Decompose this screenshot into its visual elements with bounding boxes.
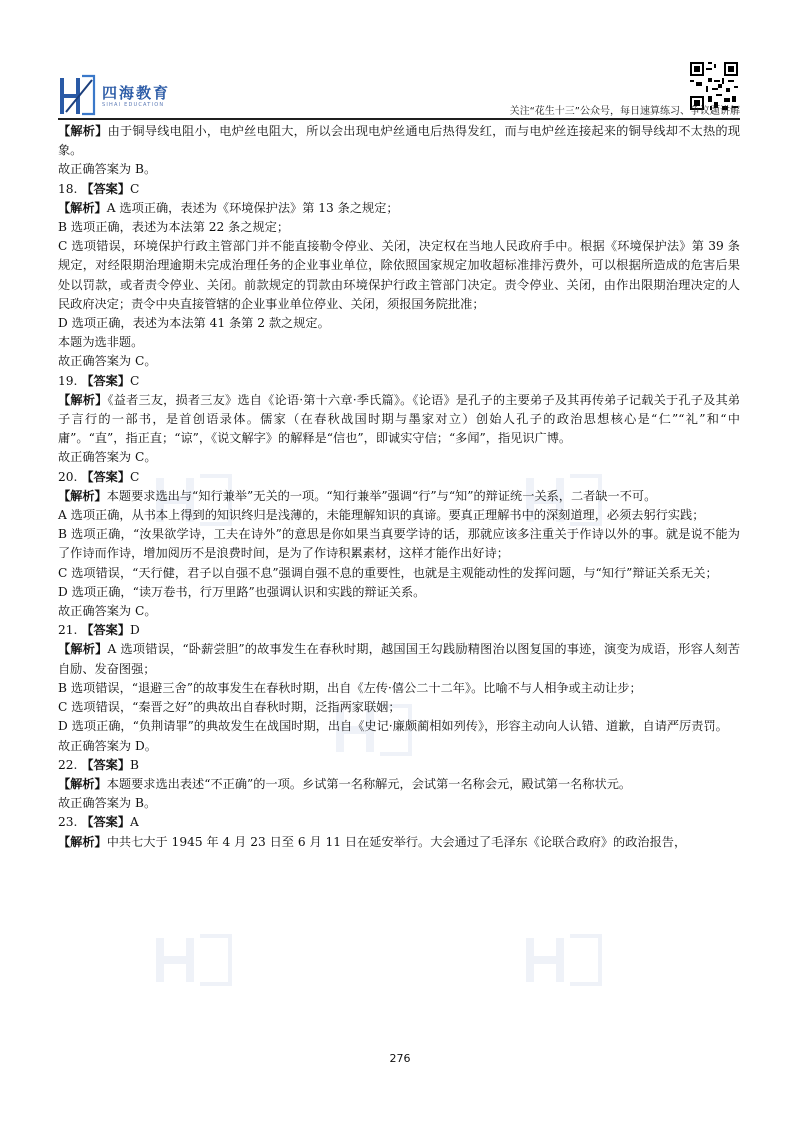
paragraph-text: 本题要求选出与“知行兼举”无关的一项。“知行兼举”强调“行”与“知”的辩证统一关系，二者缺一不可。 xyxy=(106,488,657,503)
paragraph-text: C 选项错误，“秦晋之好”的典故出自春秋时期，泛指两家联姻； xyxy=(58,700,401,715)
question-number: 20. xyxy=(58,469,78,484)
answer-tag: 【答案】 xyxy=(81,181,131,196)
paragraph-text: 故正确答案为 C。 xyxy=(58,604,157,619)
analysis-tag: 【解析】 xyxy=(58,488,107,503)
paragraph xyxy=(58,199,740,218)
analysis-tag: 【解析】 xyxy=(58,642,108,657)
answer-line xyxy=(58,468,740,487)
paragraph xyxy=(58,679,740,698)
logo-subtitle: SIHAI EDUCATION xyxy=(102,102,165,108)
paragraph-text: B 选项错误，“退避三舍”的故事发生在春秋时期，出自《左传·僖公二十二年》。比喻不与人相争或主动让步； xyxy=(58,680,642,695)
logo-mark-icon xyxy=(58,72,98,118)
paragraph-text: 故正确答案为 C。 xyxy=(58,450,157,465)
paragraph xyxy=(58,314,740,333)
answer-tag: 【答案】 xyxy=(81,373,131,388)
paragraph xyxy=(58,218,740,237)
paragraph-text: A 选项正确，表述为《环境保护法》第 13 条之规定； xyxy=(106,200,399,215)
paragraph-text: D 选项正确，“负荆请罪”的典故发生在战国时期，出自《史记·廉颇蔺相如列传》，形容主动向人认错、道歉，自请严厉责罚。 xyxy=(58,719,728,734)
paragraph-text: B 选项正确，表述为本法第 22 条之规定； xyxy=(58,220,290,235)
paragraph xyxy=(58,391,740,449)
answer-line xyxy=(58,813,740,832)
answer-line xyxy=(58,756,740,775)
analysis-tag: 【解析】 xyxy=(58,776,107,791)
paragraph-text: A 选项错误，“卧薪尝胆”的故事发生在春秋时期，越国国王勾践励精图治以图复国的事迹，演变为成语，形容人刻苦自励、发奋图强； xyxy=(58,642,740,676)
paragraph xyxy=(58,333,740,352)
answer-value: B xyxy=(130,757,139,772)
paragraph-text: 中共七大于 1945 年 4 月 23 日至 6 月 11 日在延安举行。大会通过了毛泽东《论联合政府》的政治报告， xyxy=(106,834,687,849)
paragraph-text: 由于铜导线电阻小，电炉丝电阻大，所以会出现电炉丝通电后热得发红，而与电炉丝连接起来的铜导线却不太热的现象。 xyxy=(58,124,741,158)
paragraph-text: 故正确答案为 B。 xyxy=(58,162,157,177)
answer-line xyxy=(58,180,740,199)
analysis-tag: 【解析】 xyxy=(58,200,107,215)
answer-value: C xyxy=(130,181,140,196)
paragraph xyxy=(58,525,740,563)
paragraph xyxy=(58,487,740,506)
paragraph xyxy=(58,698,740,717)
answer-explanations xyxy=(58,122,740,852)
page-header xyxy=(0,0,800,120)
paragraph-text: D 选项正确，表述为本法第 41 条第 2 款之规定。 xyxy=(58,316,330,331)
header-slogan: 关注“花生十三”公众号，每日速算练习、争议题讲解 xyxy=(509,106,740,117)
paragraph-text: D 选项正确，“读万卷书，行万里路”也强调认识和实践的辩证关系。 xyxy=(58,584,426,599)
paragraph-text: A 选项正确，从书本上得到的知识终归是浅薄的，未能理解知识的真谛。要真正理解书中的深刻道理，必须去躬行实践； xyxy=(58,508,705,523)
paragraph xyxy=(58,602,740,621)
question-number: 23. xyxy=(58,815,78,830)
answer-tag: 【答案】 xyxy=(81,815,131,830)
paragraph xyxy=(58,160,740,179)
paragraph-text: C 选项错误，环境保护行政主管部门并不能直接勒令停业、关闭，决定权在当地人民政府手中。根据《环境保护法》第 39 条规定，对经限期治理逾期未完成治理任务的企业事业单位，除依照国家规定加收超标准排污费外，可以根据所造成的危害后果处以罚款，或者责令停业、关闭。前款规定的罚款由环境保护行政主管部门决定。责令停业、关闭，由作出限期治理决定的人民政府决定；责令中央直接管辖的企业事业单位停业、关闭，须报国务院批准； xyxy=(58,239,740,311)
paragraph-text: 《益者三友，损者三友》选自《论语·第十六章·季氏篇》。《论语》是孔子的主要弟子及其再传弟子记载关于孔子及其弟子言行的一部书，是首创语录体。儒家（在春秋战国时期与墨家对立）创始人孔子的政治思想核心是“仁”“礼”和“中庸”。“直”，指正直；“谅”，《说文解字》的解释是“信也”，即诚实守信；“多闻”，指见识广博。 xyxy=(58,392,741,446)
paragraph-text: 故正确答案为 D。 xyxy=(58,738,157,753)
paragraph xyxy=(58,717,740,736)
question-number: 22. xyxy=(58,757,78,772)
analysis-tag: 【解析】 xyxy=(58,124,108,138)
answer-value: D xyxy=(130,623,140,638)
question-number: 19. xyxy=(58,373,78,388)
paragraph-text: 本题为选非题。 xyxy=(58,335,144,350)
paragraph xyxy=(58,352,740,371)
question-number: 18. xyxy=(58,181,78,196)
paragraph xyxy=(58,833,740,852)
paragraph-text: 本题要求选出表述“不正确”的一项。乡试第一名称解元，会试第一名称会元，殿试第一名称状元。 xyxy=(106,776,632,791)
paragraph xyxy=(58,737,740,756)
brand-logo xyxy=(58,72,178,118)
header-divider xyxy=(58,118,740,120)
answer-value: C xyxy=(130,469,140,484)
paragraph xyxy=(58,506,740,525)
paragraph xyxy=(58,775,740,794)
watermark-logo-icon xyxy=(520,930,612,990)
page-number: 276 xyxy=(389,1052,411,1065)
paragraph-text: C 选项错误，“天行健，君子以自强不息”强调自强不息的重要性，也就是主观能动性的发挥问题，与“知行”辩证关系无关； xyxy=(58,565,718,580)
paragraph xyxy=(58,583,740,602)
logo-text: 四海教育 xyxy=(102,84,171,102)
paragraph xyxy=(58,640,740,678)
paragraph xyxy=(58,448,740,467)
paragraph-text: 故正确答案为 B。 xyxy=(58,796,157,811)
answer-tag: 【答案】 xyxy=(81,623,131,638)
analysis-tag: 【解析】 xyxy=(58,834,107,849)
watermark-logo-icon xyxy=(150,930,242,990)
answer-line xyxy=(58,621,740,640)
answer-line xyxy=(58,372,740,391)
answer-tag: 【答案】 xyxy=(81,757,131,772)
paragraph-text: B 选项正确，“汝果欲学诗，工夫在诗外”的意思是你如果当真要学诗的话，那就应该多注重关于作诗以外的事。就是说不能为了作诗而作诗，增加阅历不是浪费时间，是为了作诗积累素材，这样才能作出好诗； xyxy=(58,527,740,561)
answer-value: A xyxy=(130,815,139,830)
paragraph xyxy=(58,237,740,314)
paragraph xyxy=(58,794,740,813)
paragraph-text: 故正确答案为 C。 xyxy=(58,354,157,369)
analysis-tag: 【解析】 xyxy=(58,392,108,407)
answer-tag: 【答案】 xyxy=(81,469,131,484)
paragraph xyxy=(58,564,740,583)
paragraph xyxy=(58,122,740,160)
answer-value: C xyxy=(130,373,140,388)
question-number: 21. xyxy=(58,623,78,638)
